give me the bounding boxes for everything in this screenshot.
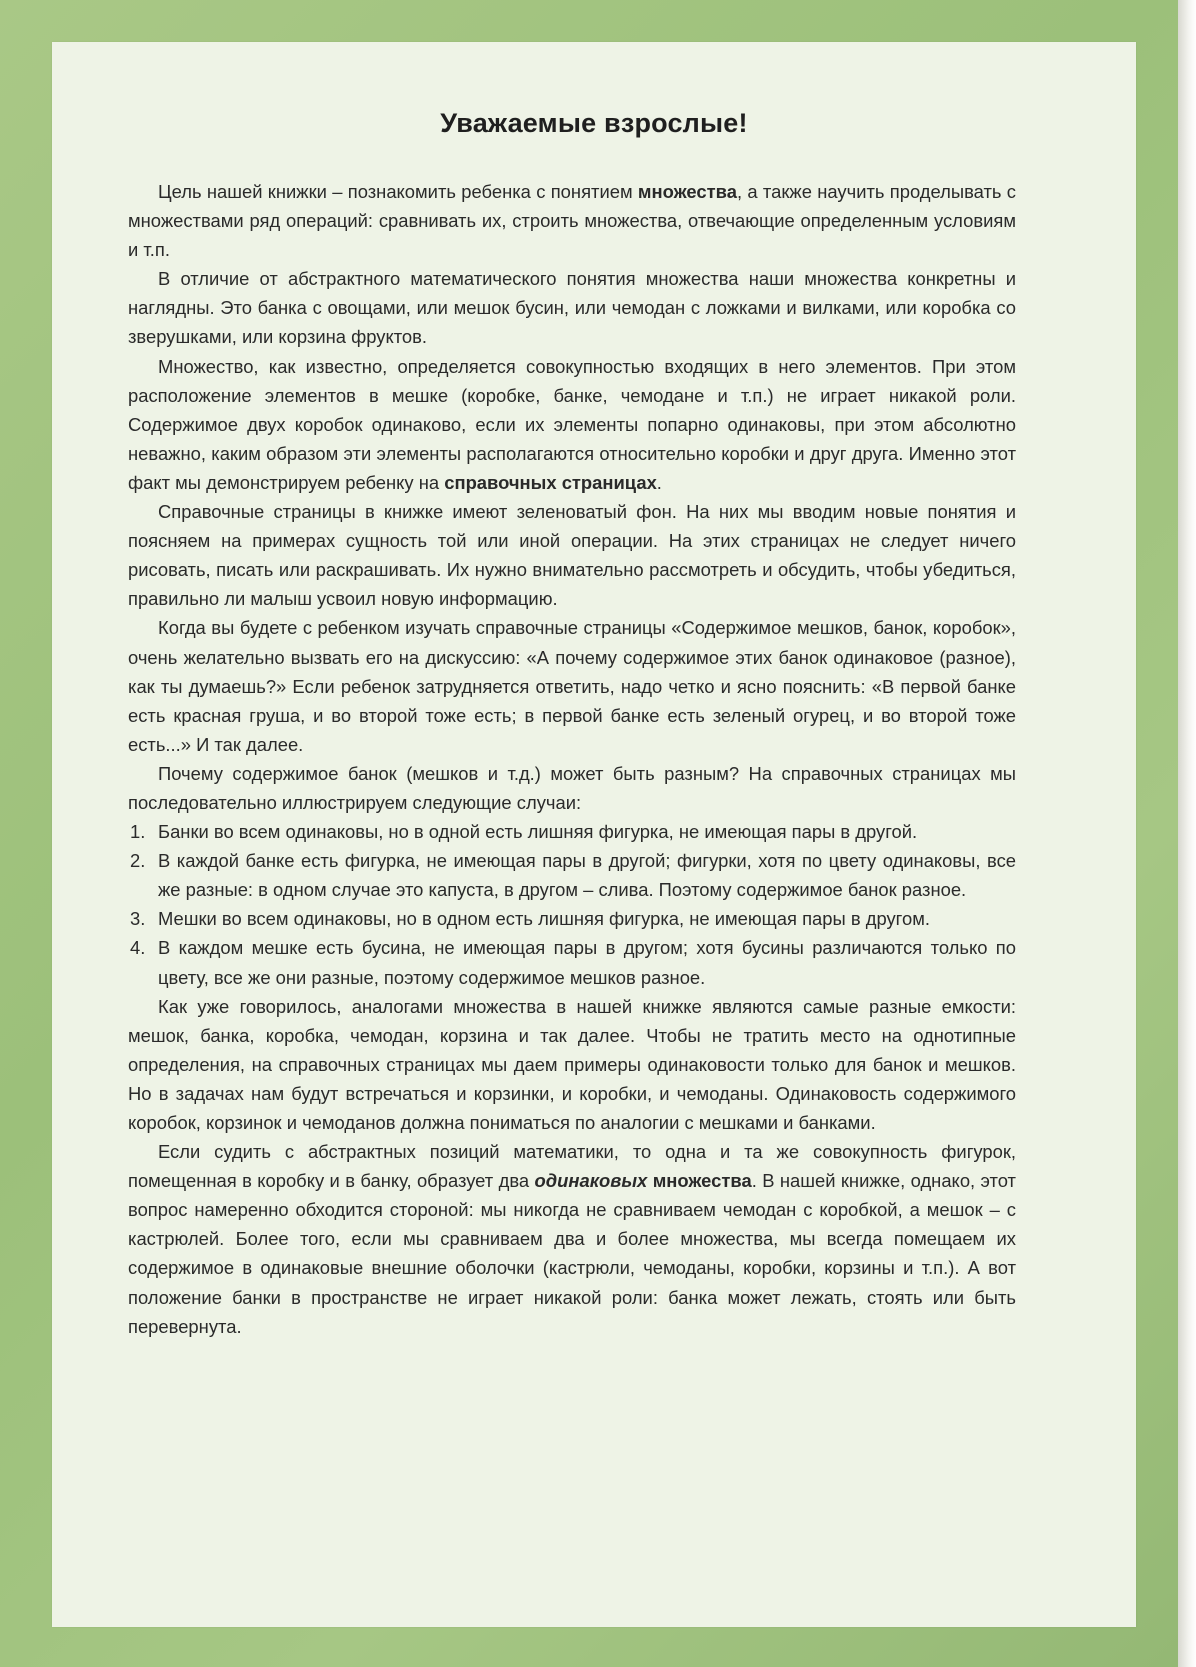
paragraph-5: Когда вы будете с ребенком изучать справочные страницы «Содержимое мешков, банок, коробок», очень желательно вызвать его на дискуссию: «А почему содержимое этих банок одинаковое (разное), как ты думаешь?» Если ребенок затрудняется ответить, надо четко и ясно пояснить: «В первой банке есть красная груша, и во второй тоже есть; в первой банке есть зеленый огурец, и во второй тоже есть...» И так далее. [128,617,1016,755]
paragraph-4: Справочные страницы в книжке имеют зеленоватый фон. На них мы вводим новые понятия и поясняем на примерах сущность той или иной операции. На этих страницах не следует ничего рисовать, писать или раскрашивать. Их нужно внимательно рассмотреть и обсудить, чтобы убедиться, правильно ли малыш усвоил новую информацию. [128,501,1016,610]
list-text: В каждом мешке есть бусина, не имеющая пары в другом; хотя бусины различаются только по цвету, все же они разные, поэтому содержимое мешков разное. [158,937,1016,988]
paragraph-8: Если судить с абстрактных позиций математики, то одна и та же совокупность фигурок, помещенная в коробку и в банку, образует два одинаковых множества. В нашей книжке, однако, этот вопрос намеренно обходится стороной: мы никогда не сравниваем чемодан с коробкой, а мешок – с кастрюлей. Более того, если мы сравниваем два и более множества, мы всегда помещаем их содержимое в одинаковые внешние оболочки (кастрюли, чемоданы, коробки, корзины и т.п.). А вот положение банки в пространстве не играет никакой роли: банка может лежать, стоять или быть перевернута. [128,1141,1016,1337]
list-text: Банки во всем одинаковы, но в одной есть лишняя фигурка, не имеющая пары в другой. [158,821,918,843]
list-item [128,846,1016,904]
body-text [128,177,1016,1341]
term-identical: одинаковых [534,1170,648,1192]
list-text: В каждой банке есть фигурка, не имеющая пары в другой; фигурки, хотя по цвету одинаковы, все же разные: в одном случае это капуста, в другом – слива. Поэтому содержимое банок разное. [158,850,1016,901]
cases-list [128,817,1016,992]
paragraph-7: Как уже говорилось, аналогами множества в нашей книжке являются самые разные емкости: мешок, банка, коробка, чемодан, корзина и так далее. Чтобы не тратить место на однотипные определения, на справочных страницах мы даем примеры одинаковости только для банок и мешков. Но в задачах нам будут встречаться и корзинки, и коробки, и чемоданы. Одинаковость содержимого коробок, корзинок и чемоданов должна пониматься по аналогии с мешками и банками. [128,995,1016,1133]
paragraph-6: Почему содержимое банок (мешков и т.д.) может быть разным? На справочных страницах мы последовательно иллюстрируем следующие случаи: [128,762,1016,813]
paragraph-3: Множество, как известно, определяется совокупностью входящих в него элементов. При этом расположение элементов в мешке (коробке, банке, чемодане и т.п.) не играет никакой роли. Содержимое двух коробок одинаково, если их элементы попарно одинаковы, при этом абсолютно неважно, каким образом эти элементы располагаются относительно коробки и друг друга. Именно этот факт мы демонстрируем ребенку на справочных страницах. [128,355,1016,493]
list-item [128,933,1016,991]
list-number: 3. [130,908,146,930]
term-mnozhestva: множества [637,181,737,202]
list-text: Мешки во всем одинаковы, но в одном есть лишняя фигурка, не имеющая пары в другом. [158,908,930,930]
list-number: 4. [130,937,146,959]
paragraph-2: В отличие от абстрактного математического понятия множества наши множества конкретны и наглядны. Это банка с овощами, или мешок бусин, или чемодан с ложками и вилками, или коробка со зверушками, или корзина фруктов. [128,268,1016,348]
list-item [128,817,1016,846]
list-number: 1. [130,821,146,843]
list-item [128,904,1016,933]
page-title: Уважаемые взрослые! [440,108,748,138]
term-reference-pages: справочных страницах [444,471,657,493]
page-edge [1178,0,1196,1667]
list-number: 2. [130,850,146,872]
term-sets: множества [652,1170,752,1192]
paragraph-1: Цель нашей книжки – познакомить ребенка с понятием множества, а также научить проделывать с множествами ряд операций: сравнивать их, строить множества, отвечающие определенным условиям и т.п. [128,181,1016,261]
